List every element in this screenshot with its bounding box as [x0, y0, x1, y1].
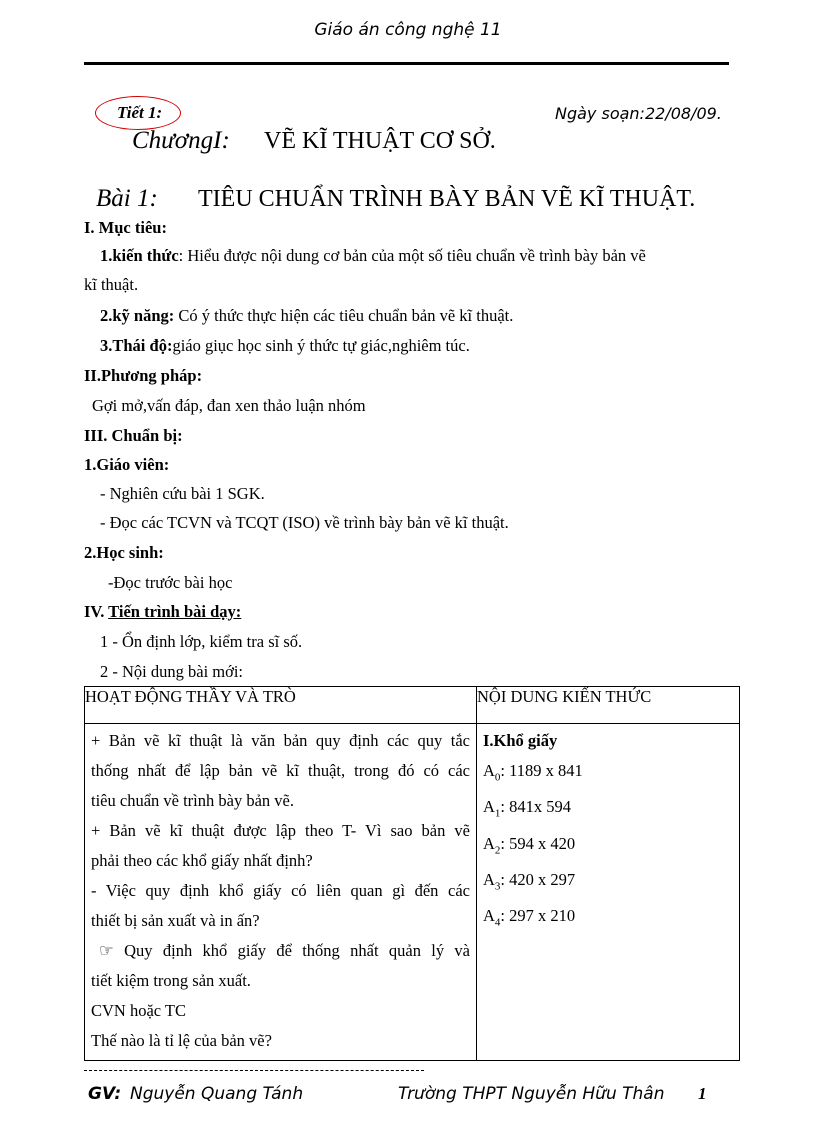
footer-separator: [84, 1070, 424, 1071]
section-objectives: I. Mục tiêu:: [84, 218, 167, 237]
attitude-text: giáo giục học sinh ý thức tự giác,nghiêm túc.: [172, 336, 470, 355]
progress-heading: [84, 602, 241, 622]
col1-header: HOẠT ĐỘNG THẦY VÀ TRÒ: [85, 687, 477, 724]
activity-line: + Bản vẽ kĩ thuật được lập theo T- Vì sao bản vẽ: [91, 821, 470, 840]
activity-line: Thế nào là tỉ lệ của bản vẽ?: [91, 1031, 272, 1050]
teacher-heading: 1.Giáo viên:: [84, 455, 170, 474]
paper-size-a2: $A_2$: 594 x 420: [483, 833, 576, 856]
section-method: II.Phương pháp:: [84, 366, 203, 385]
chapter-title: VẼ KĨ THUẬT CƠ SỞ.: [264, 128, 496, 154]
table-content-row: [85, 724, 740, 1061]
activity-line: thống nhất để lập bản vẽ kĩ thuật, trong đó có các: [91, 761, 470, 780]
lesson-date: Ngày soạn:22/08/09.: [555, 104, 722, 123]
activity-line: - Việc quy định khổ giấy có liên quan gì đến các: [91, 881, 470, 900]
student-heading: 2.Học sinh:: [84, 543, 164, 562]
activity-line: tiêu chuẩn về trình bày bản vẽ.: [91, 791, 294, 810]
attitude-label: 3.Thái độ:: [100, 336, 173, 355]
paper-size-a3: $A_3$: 420 x 297: [483, 869, 576, 893]
header-rule: [84, 62, 729, 65]
lesson-label: Bài 1:: [96, 185, 158, 212]
progress-item-2: 2 - Nội dung bài mới:: [100, 662, 244, 681]
paper-size-title: I.Khổ giấy: [483, 731, 558, 750]
lesson-period: Tiết 1:: [117, 103, 163, 122]
lesson-title: TIÊU CHUẨN TRÌNH BÀY BẢN VẼ KĨ THUẬT.: [198, 186, 696, 212]
lesson-table: [84, 686, 740, 1061]
activity-line: ☞ Quy định khổ giấy để thống nhất quản lý và: [99, 941, 470, 960]
table-header-row: [85, 687, 740, 724]
skill-line: [100, 306, 513, 326]
teacher-student-cell: [85, 724, 477, 1061]
footer-teacher-label: GV:: [88, 1084, 122, 1104]
teacher-item-2: - Đọc các TCVN và TCQT (ISO) về trình bày bản vẽ kĩ thuật.: [100, 513, 509, 532]
footer-school: Trường THPT Nguyễn Hữu Thân: [398, 1084, 665, 1104]
knowledge-text: : Hiểu được nội dung cơ bản của một số tiêu chuẩn về trình bày bản vẽ: [178, 246, 646, 265]
teacher-item-1: - Nghiên cứu bài 1 SGK.: [100, 484, 265, 503]
progress-item-1: 1 - Ổn định lớp, kiểm tra sĩ số.: [100, 632, 303, 651]
page-number: 1: [698, 1084, 707, 1103]
chapter-label: ChươngI:: [132, 127, 230, 154]
knowledge-label: 1.kiến thức: [100, 246, 179, 265]
progress-number: IV.: [84, 602, 109, 621]
paper-size-a4: $A_4$: 297 x 210: [483, 906, 576, 929]
student-item-1: -Đọc trước bài học: [108, 573, 233, 592]
col2-header: NỘI DUNG KIẾN THỨC: [477, 687, 740, 724]
method-text: Gợi mở,vấn đáp, đan xen thảo luận nhóm: [92, 396, 366, 415]
paper-size-a0: $A_0$: 1189 x 841: [483, 761, 583, 784]
knowledge-content-cell: [477, 724, 740, 1061]
progress-label: Tiến trình bài dạy:: [108, 602, 242, 621]
activity-line: phải theo các khổ giấy nhất định?: [91, 851, 313, 870]
footer-teacher-name: Nguyễn Quang Tánh: [130, 1084, 304, 1104]
activity-line: + Bản vẽ kĩ thuật là văn bản quy định các quy tắc: [91, 731, 470, 750]
knowledge-line-1: [100, 246, 740, 266]
attitude-line: [100, 336, 470, 356]
skill-label: 2.kỹ năng:: [100, 306, 175, 325]
activity-line: thiết bị sản xuất và in ấn?: [91, 911, 260, 930]
knowledge-line-2: kĩ thuật.: [84, 275, 139, 294]
activity-line: tiết kiệm trong sản xuất.: [91, 971, 251, 990]
page-header: Giáo án công nghệ 11: [314, 20, 502, 40]
section-preparation: III. Chuẩn bị:: [84, 426, 183, 445]
activity-line: CVN hoặc TC: [91, 1001, 187, 1020]
paper-size-a1: $A_1$: 841x 594: [483, 797, 572, 820]
skill-text: Có ý thức thực hiện các tiêu chuẩn bản vẽ kĩ thuật.: [174, 306, 514, 325]
